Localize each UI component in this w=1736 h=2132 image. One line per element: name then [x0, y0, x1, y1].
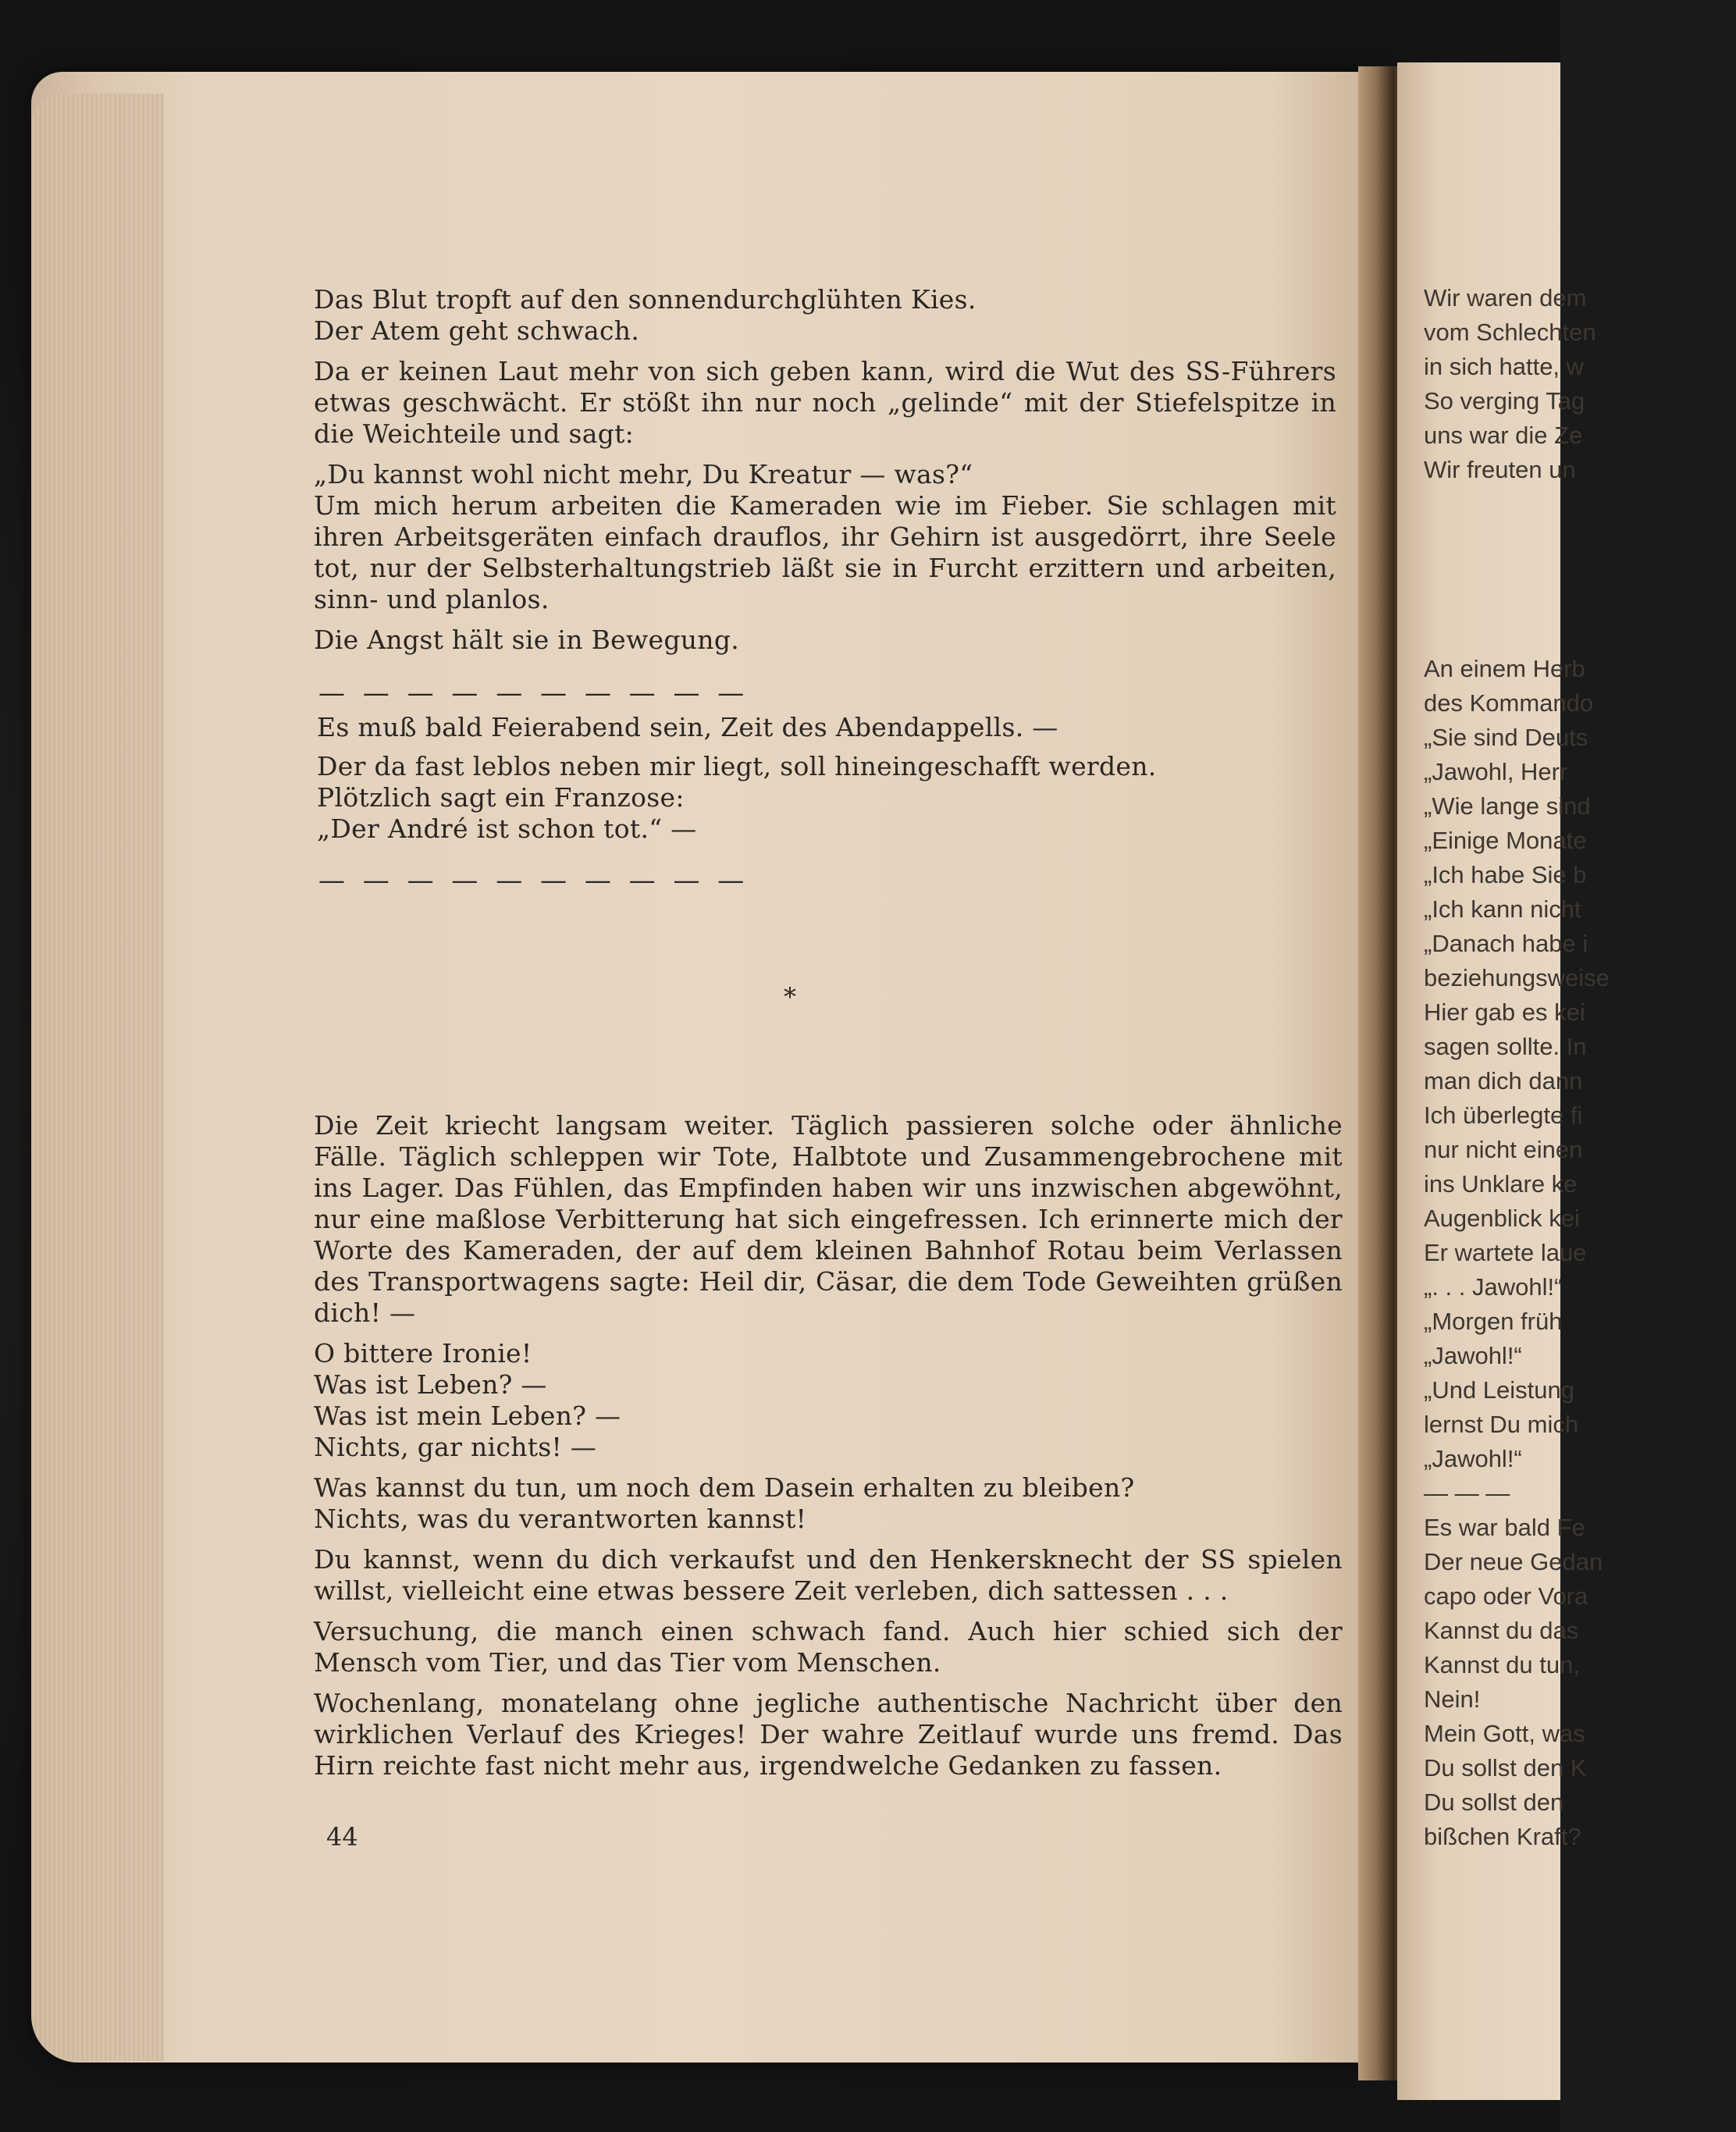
right-page-line: „Wie lange sind: [1424, 792, 1591, 820]
dash-separator: — — — — — — — — — —: [318, 865, 749, 896]
text-block-1: [314, 284, 1336, 665]
right-page-line: Augenblick kei: [1424, 1205, 1580, 1232]
right-page-line: Er wartete laue: [1424, 1239, 1587, 1266]
right-page-line: Wir waren dem: [1424, 284, 1587, 311]
paragraph: Es muß bald Feierabend sein, Zeit des Abendappells. —: [317, 712, 1058, 742]
paragraph: Das Blut tropft auf den sonnendurchglühten Kies.: [314, 284, 976, 315]
right-page-line: „Einige Monate: [1424, 827, 1587, 854]
page-edge-stack: [31, 94, 164, 2061]
right-page-line: Mein Gott, was: [1424, 1720, 1585, 1747]
paragraph: Der Atem geht schwach.: [314, 315, 640, 346]
right-page-line: Nein!: [1424, 1685, 1481, 1713]
page-number: 44: [326, 1822, 358, 1852]
paragraph: „Du kannst wohl nicht mehr, Du Kreatur — was?“: [314, 459, 973, 489]
right-page-line: lernst Du mich: [1424, 1411, 1579, 1438]
right-page-line: „Danach habe i: [1424, 930, 1588, 957]
text-block-2: [314, 1110, 1343, 1791]
right-page-line: „Jawohl, Herr: [1424, 758, 1568, 785]
right-page-line: „. . . Jawohl!“: [1424, 1273, 1563, 1301]
paragraph: Wochenlang, monatelang ohne jegliche authentische Nachricht über den wirklichen Verlauf des Krieges! Der wahre Zeitlauf wurde uns fremd. Das Hirn reichte fast nicht mehr aus, irgendwelche Gedanken zu fassen.: [314, 1688, 1343, 1781]
paragraph: O bittere Ironie! Was ist Leben? — Was ist mein Leben? — Nichts, gar nichts! —: [314, 1338, 621, 1462]
right-page-line: capo oder Vora: [1424, 1582, 1588, 1610]
right-page-lower-text: [1424, 652, 1736, 1854]
right-page-line: „Ich habe Sie b: [1424, 861, 1587, 888]
paragraph: Du kannst, wenn du dich verkaufst und den Henkersknecht der SS spielen willst, vielleicht eine etwas bessere Zeit verleben, dich sattessen . . .: [314, 1544, 1343, 1606]
paragraph: Die Angst hält sie in Bewegung.: [314, 625, 740, 655]
right-page-line: man dich dann: [1424, 1067, 1583, 1094]
right-page: [1397, 62, 1610, 2100]
right-page-line: sagen sollte. In: [1424, 1033, 1587, 1060]
right-page-line: Es war bald Fe: [1424, 1514, 1585, 1541]
right-page-line: beziehungsweise: [1424, 964, 1610, 991]
right-page-line: Der neue Gedan: [1424, 1548, 1603, 1575]
right-page-line: An einem Herb: [1424, 655, 1585, 682]
right-page-line: „Jawohl!“: [1424, 1445, 1522, 1472]
paragraph: Da er keinen Laut mehr von sich geben kann, wird die Wut des SS-Führers etwas geschwächt. Er stößt ihn nur noch „gelinde“ mit der Stiefelspitze in die Weichteile und sagt:: [314, 356, 1336, 449]
section-separator: *: [784, 982, 796, 1012]
paragraph: Versuchung, die manch einen schwach fand. Auch hier schied sich der Mensch vom Tier, und das Tier vom Menschen.: [314, 1616, 1343, 1678]
dash-separator: — — — — — — — — — —: [318, 678, 749, 709]
right-page-line: Kannst du das: [1424, 1617, 1579, 1644]
right-page-line: — — —: [1424, 1479, 1510, 1507]
right-page-line: ins Unklare ke: [1424, 1170, 1578, 1198]
right-page-line: bißchen Kraft?: [1424, 1823, 1581, 1850]
right-page-line: Du sollst den: [1424, 1789, 1564, 1816]
right-page-line: „Morgen früh: [1424, 1308, 1563, 1335]
paragraph: Plötzlich sagt ein Franzose:: [317, 782, 685, 813]
right-page-line: des Kommando: [1424, 689, 1594, 717]
paragraph: „Der André ist schon tot.“ —: [317, 813, 697, 844]
right-page-line: „Sie sind Deuts: [1424, 724, 1588, 751]
right-page-line: Wir freuten un: [1424, 456, 1576, 483]
right-page-line: „Ich kann nicht: [1424, 895, 1581, 923]
right-page-line: uns war die Ze: [1424, 422, 1583, 449]
paragraph: Die Zeit kriecht langsam weiter. Täglich passieren solche oder ähnliche Fälle. Täglich schleppen wir Tote, Halbtote und Zusammengebrochene mit ins Lager. Das Fühlen, das Empfinden haben wir uns inzwischen abgewöhnt, nur eine maßlose Verbitterung hat sich eingefressen. Ich erinnerte mich der Worte des Kameraden, der auf dem kleinen Bahnhof Rotau beim Verlassen des Transportwagens sagte: Heil dir, Cäsar, die dem Tode Geweihten grüßen dich! —: [314, 1110, 1343, 1328]
right-page-line: nur nicht einen: [1424, 1136, 1583, 1163]
right-page-line: Du sollst den K: [1424, 1754, 1587, 1781]
text-block-mid: [317, 712, 1332, 845]
right-page-line: Ich überlegte fi: [1424, 1102, 1583, 1129]
right-page-line: in sich hatte, w: [1424, 353, 1585, 380]
right-page-line: Hier gab es kei: [1424, 998, 1585, 1026]
right-page-line: „Und Leistung: [1424, 1376, 1575, 1404]
right-page-line: vom Schlechten: [1424, 319, 1596, 346]
paragraph: Um mich herum arbeiten die Kameraden wie im Fieber. Sie schlagen mit ihren Arbeitsgeräten einfach drauflos, ihr Gehirn ist ausgedörrt, ihre Seele tot, nur der Selbsterhaltungstrieb läßt sie in Furcht erzittern und arbeiten, sinn- und planlos.: [314, 490, 1336, 614]
right-page-line: „Jawohl!“: [1424, 1342, 1522, 1369]
paragraph: Was kannst du tun, um noch dem Dasein erhalten zu bleiben? Nichts, was du verantworten kannst!: [314, 1472, 1135, 1534]
right-page-line: So verging Tag: [1424, 387, 1585, 415]
paragraph: Der da fast leblos neben mir liegt, soll hineingeschafft werden.: [317, 751, 1157, 781]
right-page-top-text: [1424, 281, 1736, 487]
right-page-line: Kannst du tun,: [1424, 1651, 1580, 1678]
